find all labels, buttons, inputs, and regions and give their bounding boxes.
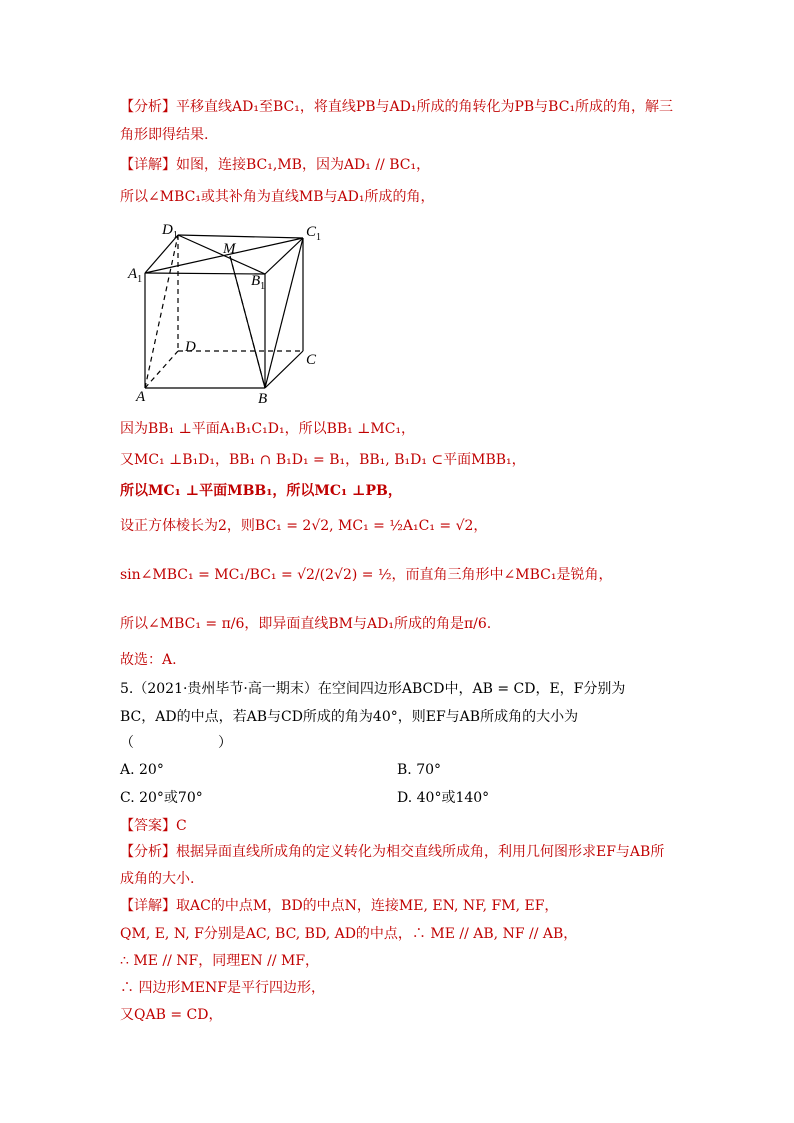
option-b[interactable]: B. 70° [397, 762, 442, 778]
q5-detail-line-3: ∴ ME // NF，同理EN // MF， [120, 953, 320, 969]
proof-line-6: 所以∠MBC₁ = π/6，即异面直线BM与AD₁所成的角是π/6. [120, 616, 492, 632]
q5-detail-line-5: 又QAB = CD， [120, 1007, 223, 1023]
option-a[interactable]: A. 20° [120, 762, 164, 778]
proof-line-5: sin∠MBC₁ = MC₁/BC₁ = √2/(2√2) = ½，而直角三角形中∠MBC₁是锐角， [120, 567, 613, 583]
line-a-d1 [145, 235, 178, 388]
question-5-line-1: 5.（2021·贵州毕节·高一期末）在空间四边形ABCD中，AB = CD，E，F分别为 [120, 681, 626, 697]
edge-a-d [145, 351, 178, 388]
detail-line-1: 【详解】如图，连接BC₁,MB，因为AD₁ // BC₁， [120, 157, 431, 173]
option-d[interactable]: D. 40°或140° [397, 790, 490, 806]
analysis-line-2: 角形即得结果. [120, 127, 209, 143]
detail-line-2: 所以∠MBC₁或其补角为直线MB与AD₁所成的角， [120, 189, 435, 205]
cube-figure [118, 218, 338, 408]
edge-b-c [265, 351, 303, 388]
diagonal-d1-b1 [178, 235, 265, 274]
question-5-bracket: （ ） [120, 735, 232, 751]
question-5-line-2: BC，AD的中点，若AB与CD所成的角为40°，则EF与AB所成角的大小为 [120, 709, 579, 725]
label-d: D [185, 339, 196, 355]
option-c[interactable]: C. 20°或70° [120, 790, 203, 806]
proof-line-4: 设正方体棱长为2，则BC₁ = 2√2, MC₁ = ½A₁C₁ = √2， [120, 518, 488, 534]
q5-analysis-line-2: 成角的大小. [120, 871, 195, 887]
edge-d1-c1 [178, 235, 303, 238]
q5-detail-line-1: 【详解】取AC的中点M，BD的中点N，连接ME, EN, NF, FM, EF， [120, 898, 559, 914]
line-b-c1 [265, 238, 303, 388]
label-b1: $B_1$ [251, 273, 266, 292]
label-d1: $D_1$ [162, 222, 178, 241]
q5-detail-line-4: ∴ 四边形MENF是平行四边形， [120, 980, 325, 996]
proof-line-2: 又MC₁ ⊥B₁D₁，BB₁ ∩ B₁D₁ = B₁，BB₁, B₁D₁ ⊂平面MBB₁， [120, 452, 526, 468]
q5-detail-line-2: QM, E, N, F分别是AC, BC, BD, AD的中点，∴ ME // AB, NF // AB， [120, 926, 578, 942]
label-m: M [223, 241, 236, 257]
hidden-edges [145, 235, 303, 388]
answer-choice-line: 故选：A. [120, 652, 177, 668]
label-c1: $C_1$ [306, 224, 322, 243]
label-a1: $A_1$ [128, 266, 143, 285]
proof-line-1: 因为BB₁ ⊥平面A₁B₁C₁D₁，所以BB₁ ⊥MC₁， [120, 421, 416, 437]
analysis-line-1: 【分析】平移直线AD₁至BC₁，将直线PB与AD₁所成的角转化为PB与BC₁所成的角，解三 [120, 99, 674, 115]
answer-line: 【答案】C [120, 818, 187, 834]
label-c: C [306, 352, 317, 368]
q5-analysis-line-1: 【分析】根据异面直线所成角的定义转化为相交直线所成角，利用几何图形求EF与AB所 [120, 844, 665, 860]
edge-c1-b1 [265, 238, 303, 274]
label-a: A [136, 389, 146, 405]
proof-line-3: 所以MC₁ ⊥平面MBB₁，所以MC₁ ⊥PB， [120, 483, 402, 499]
edge-b1-a1 [145, 273, 265, 274]
label-b: B [258, 391, 268, 407]
